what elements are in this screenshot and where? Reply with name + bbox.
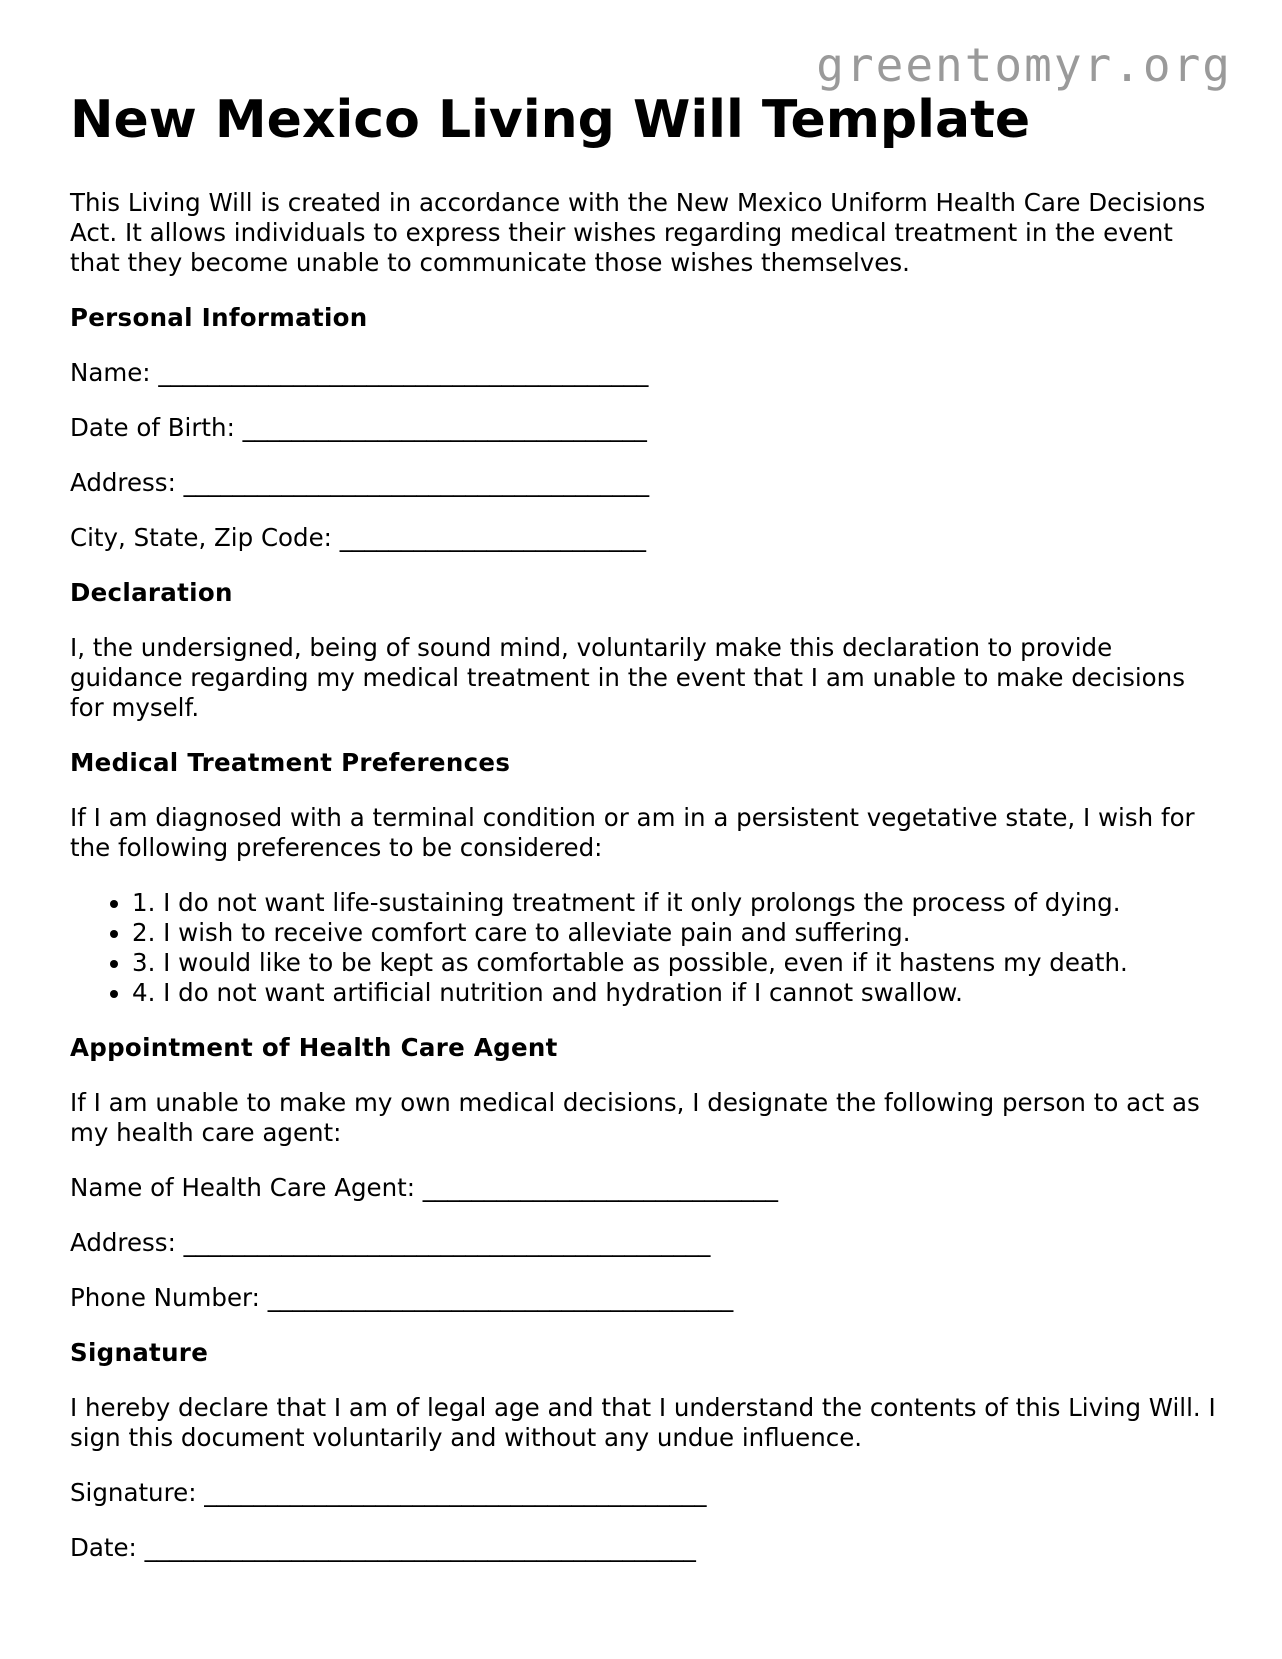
- personal-info-heading: Personal Information: [70, 303, 368, 332]
- dob-field[interactable]: Date of Birth: _________________________________: [70, 413, 647, 442]
- list-item: • 1. I do not want life-sustaining treatment if it only prolongs the process of dying.: [132, 888, 1220, 918]
- name-field[interactable]: Name: ________________________________________: [70, 358, 649, 387]
- agent-paragraph: If I am unable to make my own medical decisions, I designate the following person to act as my health care agent:: [70, 1088, 1200, 1147]
- intro-paragraph: This Living Will is created in accordance with the New Mexico Uniform Health Care Decisions Act. It allows individuals to express their wishes regarding medical treatment in the event that they become unable to communicate those wishes themselves.: [70, 188, 1206, 277]
- page-title: New Mexico Living Will Template: [70, 90, 1031, 150]
- watermark: greentomyr.org: [816, 38, 1232, 92]
- city-state-zip-field[interactable]: City, State, Zip Code: _________________________: [70, 523, 646, 552]
- document-page: [70, 90, 1220, 1588]
- signature-paragraph: I hereby declare that I am of legal age and that I understand the contents of this Living Will. I sign this document voluntarily and without any undue influence.: [70, 1393, 1216, 1452]
- list-item: • 2. I wish to receive comfort care to alleviate pain and suffering.: [132, 918, 1220, 948]
- agent-phone-field[interactable]: Phone Number: ______________________________________: [70, 1283, 734, 1312]
- preferences-paragraph: If I am diagnosed with a terminal condition or am in a persistent vegetative state, I wish for the following preferences to be considered:: [70, 803, 1195, 862]
- preferences-list: [70, 888, 1220, 1008]
- declaration-heading: Declaration: [70, 578, 233, 607]
- signature-heading: Signature: [70, 1338, 209, 1367]
- signature-field[interactable]: Signature: _________________________________________: [70, 1478, 707, 1507]
- list-item: • 3. I would like to be kept as comfortable as possible, even if it hastens my death.: [132, 948, 1220, 978]
- list-item: • 4. I do not want artificial nutrition and hydration if I cannot swallow.: [132, 978, 1220, 1008]
- agent-name-field[interactable]: Name of Health Care Agent: _____________________________: [70, 1173, 779, 1202]
- preferences-heading: Medical Treatment Preferences: [70, 748, 511, 777]
- address-field[interactable]: Address: ______________________________________: [70, 468, 650, 497]
- declaration-paragraph: I, the undersigned, being of sound mind, voluntarily make this declaration to provide guidance regarding my medical treatment in the event that I am unable to make decisions for myself.: [70, 633, 1185, 722]
- agent-heading: Appointment of Health Care Agent: [70, 1033, 558, 1062]
- agent-address-field[interactable]: Address: ___________________________________________: [70, 1228, 711, 1257]
- date-field[interactable]: Date: _____________________________________________: [70, 1533, 696, 1562]
